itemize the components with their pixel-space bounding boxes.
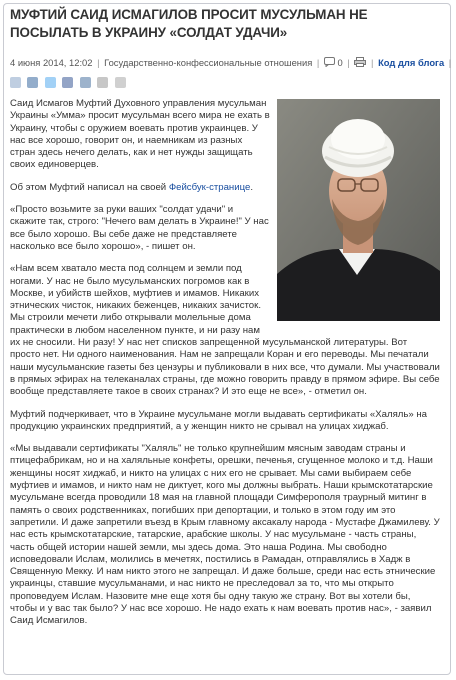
edit-icon[interactable] [10, 77, 21, 88]
photo-spacer [270, 98, 440, 330]
comment-icon[interactable] [324, 57, 335, 70]
article-meta [10, 57, 452, 70]
twitter-icon[interactable] [45, 77, 56, 88]
article-body [10, 98, 440, 638]
paragraph: Муфтий подчеркивает, что в Украине мусульмане могли выдавать сертификаты «Халяль» на продукцию украинских предприятий, а у женщин никто не срывал на улицах хиджаб. [10, 408, 428, 432]
paragraph: «Нам всем хватало места под солнцем и земли под ногами. У нас не было мусульманских погромов как в Москве, и убийств шейхов, муфтиев и имамов. Никаких этнических чисток, никаких беженцев, никаких зачисток. Мы строили мечети либо открывали молельные дома практически в любом населенном пункте, и ни разу нам их не сносили. Ни разу! У нас нет списков запрещенной мусульманской литературы. Вот просто нет. Ни одного наименования. Нам не запрещали Коран и его переводы. Мы печатали наши мусульманские газеты без цензуры и публиковали в них все, что думали. Мы участвовали в прямых эфирах на телеканалах страны, где можно говорить правду в прямом эфире. Вы себе вообще представляете такое в своих странах? И это еще не все», - отметил он. [10, 263, 440, 398]
meta-divider: | [97, 57, 100, 68]
livejournal-icon[interactable] [27, 77, 38, 88]
comments-count[interactable]: 0 [337, 57, 343, 68]
meta-divider: | [448, 57, 452, 68]
paragraph: «Мы выдавали сертификаты "Халяль" не только крупнейшим мясным заводам страны и птицефабрикам, но и на халяльные конфеты, орешки, печенья, сгущенное молоко и т.д. Наши женщины носят хиджаб, и никто на улицах с них его не срывает. Мы сами выбираем себе муфтиев и имамов, и никто нам не диктует, кого мы должны выбрать. Наши крымскотатарские мусульмане всегда проводили 18 мая на главной площади Симферополя траурный митинг в память о своих родственниках, погибших при депортации, и только в этом году им это запретили. И даже запретили въезд в Крым главному аксакалу народа - Мустафе Джамилеву. У нас есть крымскотатарские, татарские, арабские школы. У нас мусульмане - часть страны, часть общей истории нашей земли, мы здесь дома. Это наша Родина. Мы свободно исповедовали Ислам, молились в мечетях, постились в Рамадан, отправлялись в Хадж в Священную Мекку. И нам никто этого не запрещал. И даже больше, среди нас есть этнические украинцы, ставшие мусульманами, и нас никто не преследовал за то, что мы открыто проповедуем Ислам. Назовите мне еще хотя бы одну такую же страну. Вот вы хотели бы, чтобы и у вас так было? У нас все хорошо. Не надо ехать к нам воевать против нас», - заявил Саид Исмагилов. [10, 443, 440, 627]
share-bar [10, 74, 128, 88]
paragraph-text: . [250, 181, 253, 193]
facebook-page-link[interactable]: Фейсбук-странице [168, 181, 251, 193]
print-icon[interactable] [354, 57, 366, 70]
article-date: 4 июня 2014, 12:02 [10, 57, 93, 68]
email-icon[interactable] [97, 77, 108, 88]
meta-divider: | [347, 57, 350, 68]
paragraph-text: Об этом Муфтий написал на своей [10, 181, 169, 193]
article-category[interactable]: Государственно-конфессиональные отношения [104, 57, 313, 68]
meta-divider: | [316, 57, 320, 68]
vk-icon[interactable] [80, 77, 91, 88]
paragraph: Саид Исмагов Муфтий Духовного управления мусульман Украины «Умма» просит мусульман всего мира не ехать в Украину, чтобы с оружием воевать против украинцев. У нас все хорошо, говорит он, и наемникам из разных стран здесь нечего делать, как и нет нужды защищать своих единоверцев. [10, 98, 270, 171]
copy-icon[interactable] [115, 77, 126, 88]
blog-code-link[interactable]: Код для блога [378, 57, 445, 68]
article-title: МУФТИЙ САИД ИСМАГИЛОВ ПРОСИТ МУСУЛЬМАН НЕ ПОСЫЛАТЬ В УКРАИНУ «СОЛДАТ УДАЧИ» [10, 7, 368, 40]
meta-divider: | [371, 57, 374, 68]
facebook-icon[interactable] [62, 77, 73, 88]
paragraph: «Просто возьмите за руки ваших "солдат удачи" и скажите так, строго: "Нечего вам делать в Украине!" У нас все было хорошо. Вы себе даже не представляете насколько все было хорошо», - пишет он. [10, 204, 269, 252]
